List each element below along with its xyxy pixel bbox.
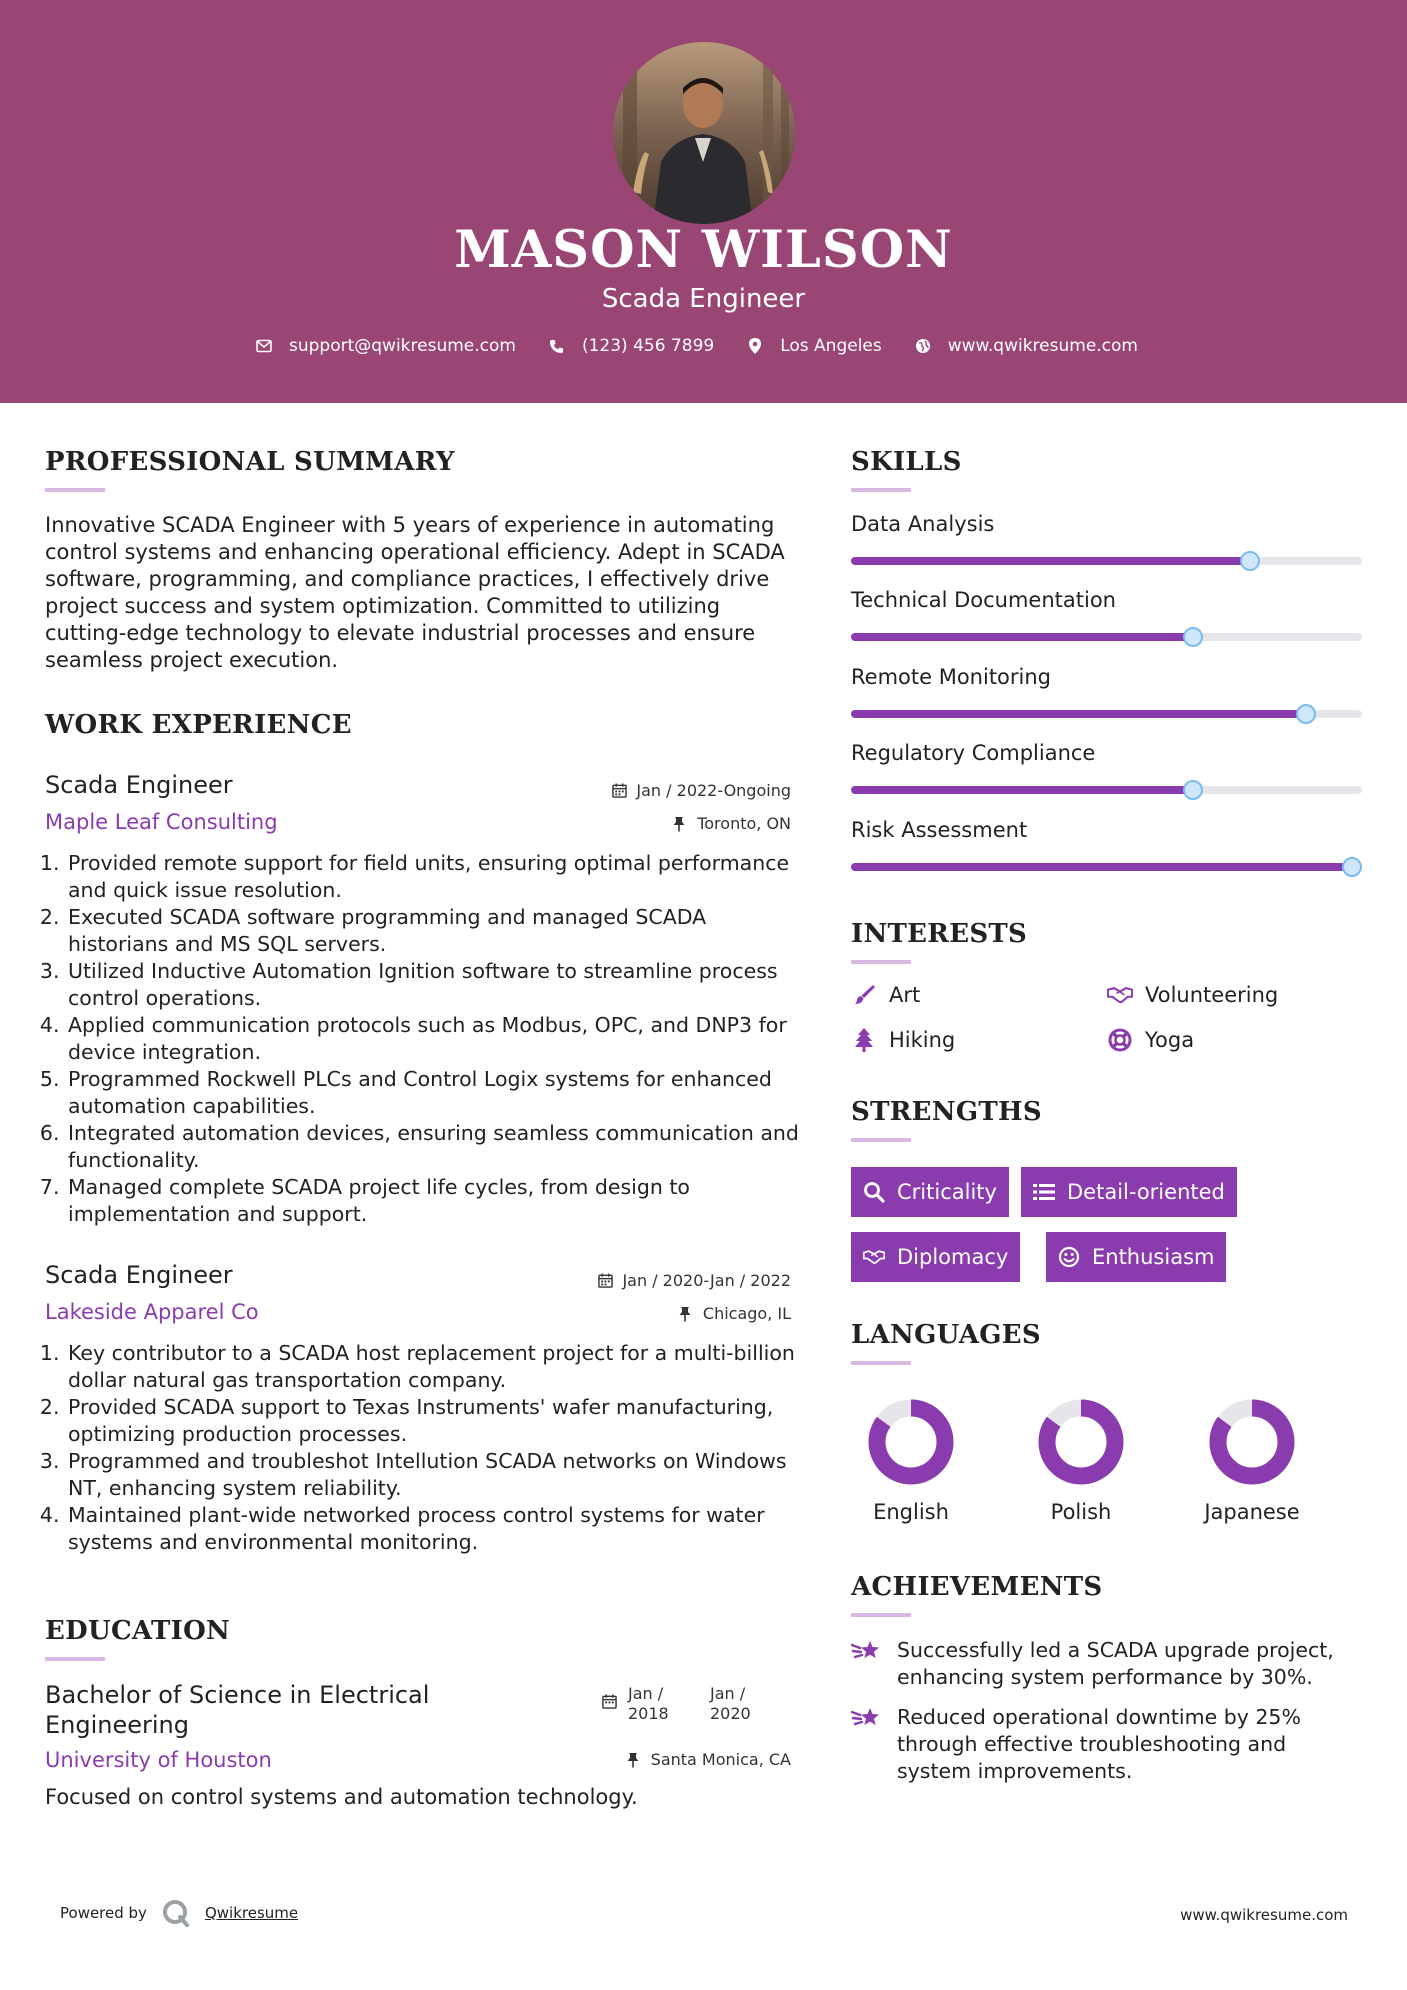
work-heading: WORK EXPERIENCE xyxy=(45,710,352,740)
candidate-name: MASON WILSON xyxy=(454,220,953,280)
job-location xyxy=(673,814,791,833)
list-item: 3. Utilized Inductive Automation Ignition software to streamline process control operations. xyxy=(66,958,800,1012)
summary-line: seamless project execution. xyxy=(45,648,339,672)
skill-name: Remote Monitoring xyxy=(851,665,1052,689)
language-name: Polish xyxy=(1050,1500,1112,1524)
language-item xyxy=(846,1398,976,1524)
job-duties xyxy=(40,850,800,1228)
summary-rule xyxy=(45,488,105,492)
skill-name: Data Analysis xyxy=(851,512,995,536)
list-item: 4. Applied communication protocols such as Modbus, OPC, and DNP3 for device integration. xyxy=(66,1012,800,1066)
interest-label: Volunteering xyxy=(1145,983,1279,1007)
school-name[interactable]: University of Houston xyxy=(45,1748,272,1772)
summary-line: Innovative SCADA Engineer with 5 years of experience in automating xyxy=(45,513,775,537)
skill-fill xyxy=(851,710,1306,718)
skill-name: Regulatory Compliance xyxy=(851,741,1096,765)
calendar-icon xyxy=(598,1273,614,1289)
skill-bar xyxy=(851,633,1362,641)
paintbrush-icon xyxy=(851,982,877,1008)
strength-chip xyxy=(1021,1167,1237,1217)
list-item: 1. Provided remote support for field units, ensuring optimal performance and quick issue resolution. xyxy=(66,850,800,904)
phone-text: (123) 456 7899 xyxy=(581,336,715,356)
interest-item xyxy=(851,1027,955,1053)
job-title: Scada Engineer xyxy=(45,1261,233,1289)
strength-label: Detail-oriented xyxy=(1067,1180,1225,1204)
skill-name: Risk Assessment xyxy=(851,818,1028,842)
company-name[interactable]: Lakeside Apparel Co xyxy=(45,1300,259,1324)
phone-icon xyxy=(548,337,566,355)
list-item: 3. Programmed and troubleshot Intellution SCADA networks on Windows NT, enhancing system reliability. xyxy=(66,1448,800,1502)
achievement-text: Reduced operational downtime by 25% through effective troubleshooting and system improvements. xyxy=(897,1705,1301,1783)
summary-heading: PROFESSIONAL SUMMARY xyxy=(45,447,455,477)
footer-branding xyxy=(60,1898,298,1928)
profile-photo xyxy=(613,42,795,224)
interest-label: Hiking xyxy=(889,1028,956,1052)
qwikresume-logo-icon xyxy=(161,1898,191,1928)
job-duties xyxy=(40,1340,800,1556)
skill-bar xyxy=(851,863,1362,871)
language-item xyxy=(1187,1398,1317,1524)
brand-link[interactable]: Qwikresume xyxy=(204,1904,299,1922)
strengths-rule xyxy=(851,1138,911,1142)
strength-label: Criticality xyxy=(897,1180,997,1204)
achievement-item xyxy=(851,1637,1351,1691)
dates-text: Jan / 2022-Ongoing xyxy=(636,781,791,800)
candidate-title: Scada Engineer xyxy=(601,284,806,314)
interests-rule xyxy=(851,960,911,964)
achievement-item xyxy=(851,1704,1351,1785)
envelope-icon xyxy=(255,337,273,355)
list-item: 1. Key contributor to a SCADA host replacement project for a multi-billion dollar natural gas transportation company. xyxy=(66,1340,800,1394)
skill-fill xyxy=(851,557,1250,565)
skill-fill xyxy=(851,786,1193,794)
strength-chip xyxy=(1046,1232,1226,1282)
strength-label: Enthusiasm xyxy=(1092,1245,1215,1269)
skill-name: Technical Documentation xyxy=(851,588,1116,612)
list-item: 5. Programmed Rockwell PLCs and Control Logix systems for enhanced automation capabilities. xyxy=(66,1066,800,1120)
summary-line: cutting-edge technology to elevate industrial processes and ensure xyxy=(45,621,756,645)
job-dates xyxy=(612,781,791,800)
summary-line: project success and system optimization. Committed to utilizing xyxy=(45,594,721,618)
company-name[interactable]: Maple Leaf Consulting xyxy=(45,810,278,834)
education-end: Jan / 2020 xyxy=(710,1684,751,1723)
skill-fill xyxy=(851,633,1193,641)
language-name: English xyxy=(873,1500,949,1524)
handshake-icon xyxy=(1107,982,1133,1008)
contact-location xyxy=(746,336,882,356)
job-location xyxy=(679,1304,791,1323)
powered-by-label: Powered by xyxy=(60,1904,147,1922)
interest-label: Yoga xyxy=(1145,1028,1195,1052)
job-dates xyxy=(598,1271,791,1290)
contact-phone[interactable] xyxy=(548,336,714,356)
globe-icon xyxy=(914,337,932,355)
education-note: Focused on control systems and automation technology. xyxy=(45,1785,638,1809)
interest-label: Art xyxy=(889,983,921,1007)
languages-heading: LANGUAGES xyxy=(851,1320,1041,1350)
education-location xyxy=(627,1750,791,1769)
contact-bar xyxy=(0,336,1407,356)
language-ring xyxy=(867,1398,955,1486)
degree-title: Bachelor of Science in Electrical Engineering xyxy=(45,1681,430,1739)
interest-item xyxy=(1107,1027,1194,1053)
achievement-text: Successfully led a SCADA upgrade project, enhancing system performance by 30%. xyxy=(897,1638,1334,1689)
search-icon xyxy=(863,1181,885,1203)
contact-website[interactable] xyxy=(914,336,1138,356)
location-text: Toronto, ON xyxy=(697,814,791,833)
list-item: 7. Managed complete SCADA project life cycles, from design to implementation and support. xyxy=(66,1174,800,1228)
list-item: 4. Maintained plant-wide networked process control systems for water systems and environmental monitoring. xyxy=(66,1502,800,1556)
skills-heading: SKILLS xyxy=(851,447,962,477)
language-name: Japanese xyxy=(1204,1500,1300,1524)
pushpin-icon xyxy=(673,816,689,832)
languages-rule xyxy=(851,1361,911,1365)
skill-knob xyxy=(1342,857,1362,877)
list-item: 2. Provided SCADA support to Texas Instruments' wafer manufacturing, optimizing production processes. xyxy=(66,1394,800,1448)
footer-website[interactable]: www.qwikresume.com xyxy=(1180,1906,1348,1924)
list-item: 6. Integrated automation devices, ensuring seamless communication and functionality. xyxy=(66,1120,800,1174)
shooting-star-icon xyxy=(851,1704,883,1736)
strengths-heading: STRENGTHS xyxy=(851,1097,1042,1127)
skill-knob xyxy=(1296,704,1316,724)
location-text: Chicago, IL xyxy=(702,1304,791,1323)
location-text: Los Angeles xyxy=(780,336,882,356)
list-item: 2. Executed SCADA software programming and managed SCADA historians and MS SQL servers. xyxy=(66,904,800,958)
language-ring xyxy=(1037,1398,1125,1486)
resume-header xyxy=(0,0,1407,403)
interest-item xyxy=(1107,982,1278,1008)
skill-bar xyxy=(851,710,1362,718)
contact-email[interactable] xyxy=(255,336,516,356)
education-heading: EDUCATION xyxy=(45,1616,231,1646)
email-text: support@qwikresume.com xyxy=(289,336,516,356)
location-text: Santa Monica, CA xyxy=(650,1750,791,1769)
strength-chip xyxy=(851,1167,1009,1217)
shooting-star-icon xyxy=(851,1637,883,1669)
calendar-icon xyxy=(602,1694,618,1710)
achievements-heading: ACHIEVEMENTS xyxy=(851,1572,1103,1602)
education-rule xyxy=(45,1657,105,1661)
map-pin-icon xyxy=(746,337,764,355)
job-title: Scada Engineer xyxy=(45,771,233,799)
interests-heading: INTERESTS xyxy=(851,919,1028,949)
summary-line: control systems and enhancing operational efficiency. Adept in SCADA xyxy=(45,540,785,564)
summary-text xyxy=(45,512,805,674)
education-start: Jan / 2018 xyxy=(628,1684,669,1723)
handshake-icon xyxy=(863,1246,885,1268)
interest-item xyxy=(851,982,920,1008)
skill-knob xyxy=(1240,551,1260,571)
list-icon xyxy=(1033,1181,1055,1203)
skill-fill xyxy=(851,863,1362,871)
strength-chip xyxy=(851,1232,1020,1282)
skills-rule xyxy=(851,488,911,492)
website-text: www.qwikresume.com xyxy=(947,336,1138,356)
language-item xyxy=(1016,1398,1146,1524)
pushpin-icon xyxy=(679,1306,695,1322)
dates-text: Jan / 2020-Jan / 2022 xyxy=(622,1271,791,1290)
tree-icon xyxy=(851,1027,877,1053)
summary-line: software, programming, and compliance practices, I effectively drive xyxy=(45,567,770,591)
achievements-rule xyxy=(851,1613,911,1617)
lifebuoy-icon xyxy=(1107,1027,1133,1053)
skill-bar xyxy=(851,557,1362,565)
smile-icon xyxy=(1058,1246,1080,1268)
calendar-icon xyxy=(612,783,628,799)
pushpin-icon xyxy=(627,1752,643,1768)
strength-label: Diplomacy xyxy=(897,1245,1009,1269)
language-ring xyxy=(1208,1398,1296,1486)
education-dates xyxy=(602,1684,764,1724)
skill-bar xyxy=(851,786,1362,794)
skill-knob xyxy=(1183,780,1203,800)
skill-knob xyxy=(1183,627,1203,647)
